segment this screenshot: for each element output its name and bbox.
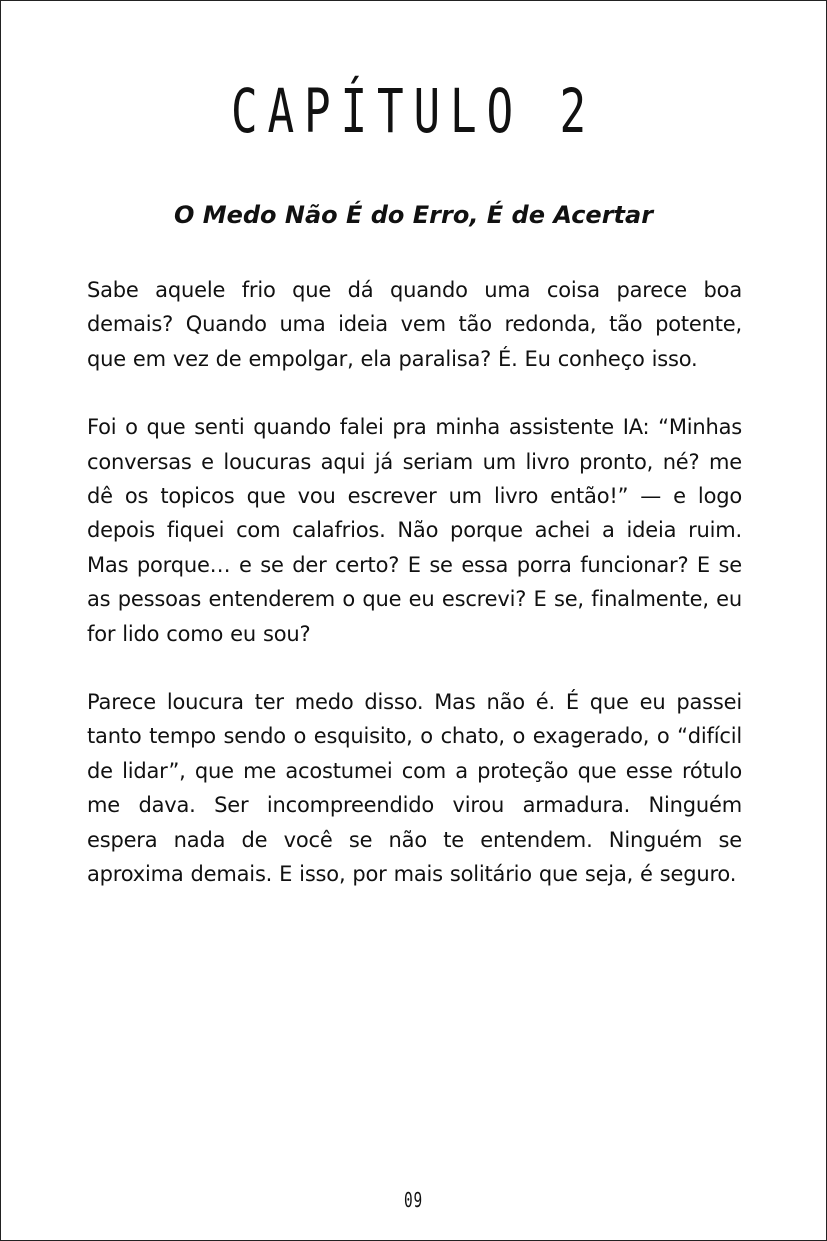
chapter-body — [87, 273, 742, 926]
paragraph-2: Foi o que senti quando falei pra minha assistente IA: “Minhas conversas e loucuras aqui já seriam um livro pronto, né? me dê os topicos que vou escrever um livro então!” — e logo depois fiquei com calafrios. Não porque achei a ideia ruim. Mas porque… e se der certo? E se essa porra funcionar? E se as pessoas entenderem o que eu escrevi? E se, finalmente, eu for lido como eu sou? — [87, 415, 742, 646]
chapter-subtitle: O Medo Não É do Erro, É de Acertar — [173, 201, 654, 229]
page-number: 09 — [404, 1188, 423, 1213]
chapter-title: CAPÍTULO 2 — [230, 75, 596, 147]
paragraph-3: Parece loucura ter medo disso. Mas não é. É que eu passei tanto tempo sendo o esquisito, o chato, o exagerado, o “difícil de lidar”, que me acostumei com a proteção que esse rótulo me dava. Ser incompreendido virou armadura. Ninguém espera nada de você se não te entendem. Ninguém se aproxima demais. E isso, por mais solitário que seja, é seguro. — [87, 690, 742, 887]
paragraph-1: Sabe aquele frio que dá quando uma coisa parece boa demais? Quando uma ideia vem tão redonda, tão potente, que em vez de empolgar, ela paralisa? É. Eu conheço isso. — [87, 278, 742, 371]
